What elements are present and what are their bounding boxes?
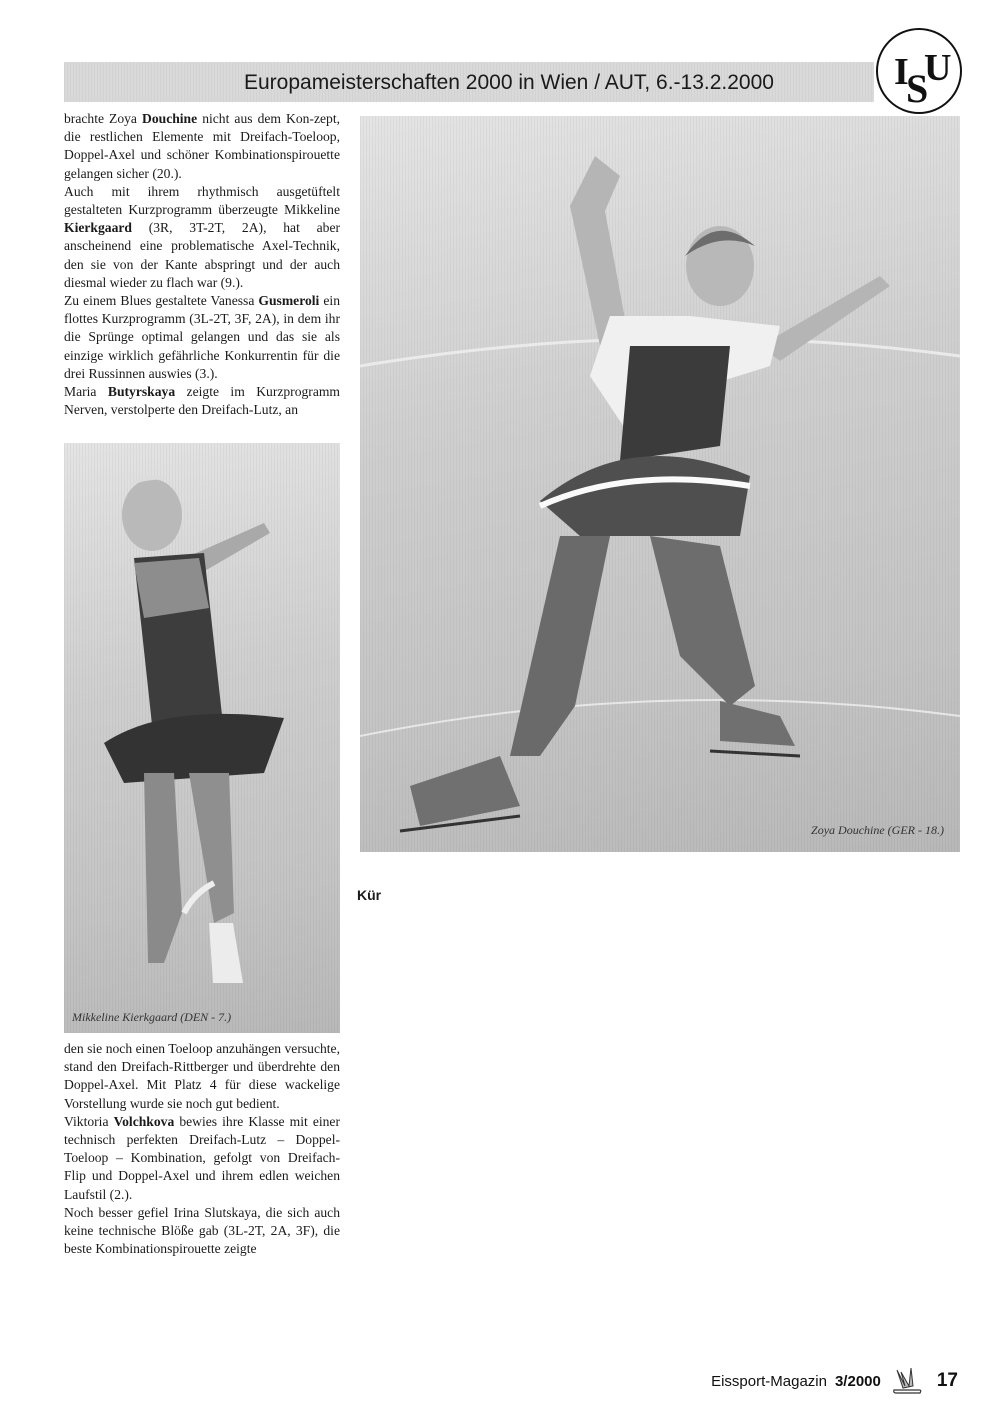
section-heading-kuer: Kür [357,887,382,903]
skater-name: Butyrskaya [107,384,176,400]
svg-text:I: I [894,51,909,93]
article-column-left-top [64,110,340,419]
article-paragraph: Viktoria Volchkova bewies ihre Klasse mit einer technisch perfekten Dreifach-Lutz – Doppel-Toeloop – Kombination, gefolgt von Dreifach-Flip und Doppel-Axel und ihrem edlen weichen Laufstil (2.). [64,1113,340,1202]
article-paragraph: Noch besser gefiel Irina Slutskaya, die sich auch keine technische Blöße gab (3L-2T, 2A, 3F), die beste Kombinationspirouette zeigte [64,1204,340,1257]
article-paragraph: Auch mit ihrem rhythmisch ausgetüftelt gestalteten Kurzprogramm überzeugte Mikkeline Kierkgaard (3R, 3T-2T, 2A), hat aber anscheinend eine problematische Axel-Technik, den sie von der Kante abspringt und der auch diesmal wieder zu flach war (9.). [64,183,340,290]
article-paragraph: brachte Zoya Douchine nicht aus dem Kon-zept, die restlichen Elemente mit Dreifach-Toeloop, Doppel-Axel und schöner Kombinationspirouette gelangen sicher (20.). [64,111,340,181]
skate-logo-icon [889,1366,923,1396]
photo-douchine [360,116,960,852]
header-band [64,62,874,102]
skater-name: Douchine [142,111,198,126]
skater-name: Kierkgaard [64,220,132,236]
svg-text:U: U [924,47,952,89]
magazine-name: Eissport-Magazin [711,1372,827,1390]
article-paragraph: Zu einem Blues gestaltete Vanessa Gusmeroli ein flottes Kurzprogramm (3L-2T, 3F, 2A), in dem ihr die Sprünge optimal gelangen und das sie als einzige wirklich gefährliche Konkurrentin für die drei Russinnen auswies (3.). [64,293,340,381]
skater-name: Volchkova [113,1113,175,1129]
article-column-left-bottom [64,1040,340,1258]
page-title: Europameisterschaften 2000 in Wien / AUT, 6.-13.2.2000 [244,71,774,94]
svg-text:S: S [906,66,929,111]
isu-logo-icon [874,26,964,116]
isu-logo [874,26,964,116]
skater-figure-left [64,443,340,1033]
page-number: 17 [936,1370,958,1391]
photo-kierkgaard [64,443,340,1033]
photo-caption-main: Zoya Douchine (GER - 18.) [811,823,944,837]
skater-figure-main [360,116,960,852]
article-paragraph: Maria Butyrskaya zeigte im Kurzprogramm Nerven, verstolperte den Dreifach-Lutz, an [64,384,341,418]
skater-name: Gusmeroli [258,293,320,309]
page-footer [711,1366,958,1396]
issue-number: 3/2000 [834,1372,881,1390]
article-paragraph: den sie noch einen Toeloop anzuhängen versuchte, stand den Dreifach-Rittberger und überdrehte den Doppel-Axel. Mit Platz 4 für diese wackelige Vorstellung wurde sie noch gut bedient. [64,1041,340,1111]
article-column-middle [357,872,637,904]
photo-caption-left: Mikkeline Kierkgaard (DEN - 7.) [72,1010,232,1024]
